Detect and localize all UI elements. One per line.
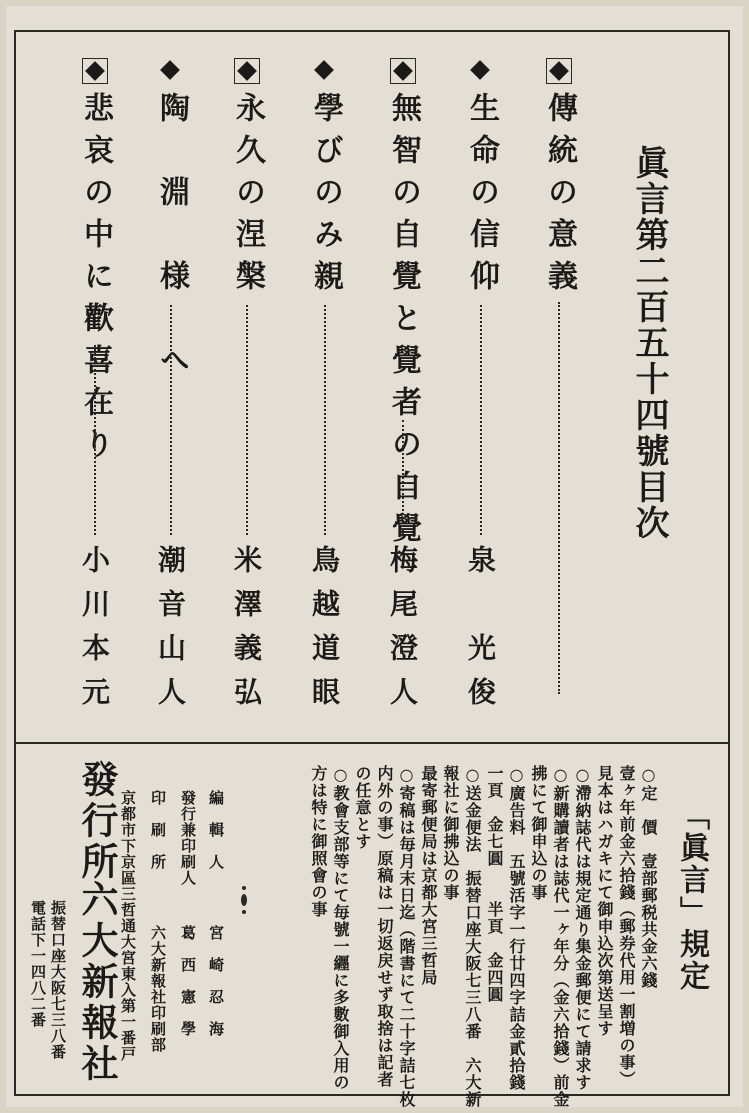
toc-entry-title-column: [464, 58, 499, 302]
printer-name: 六大新報社印刷部: [149, 925, 167, 1053]
toc-entry-title: 無智の自覺と覺者の自覺: [386, 92, 421, 554]
leader-dots: [94, 345, 96, 535]
rule-line: ○送金便法 振替口座大阪七三八番 六大新: [463, 765, 482, 1108]
toc-entry-title-column: [308, 58, 343, 302]
rule-line: 見本はハガキにて御申込次第送呈す: [595, 765, 614, 1037]
rule-line: 最寄郵便局は京都大宮三哲局: [419, 765, 438, 986]
toc-entry-title: 傳統の意義: [542, 92, 577, 302]
leader-dots: [324, 305, 326, 535]
toc-entry-title: 悲哀の中に歡喜在り: [78, 92, 113, 470]
rule-line: ○廣告料 五號活字一行廿四字詰金貳拾錢: [507, 765, 526, 1091]
leader-dots: [402, 420, 404, 535]
address: 京都市下京區三哲通大宮東入第一番戸: [119, 790, 137, 1062]
account-number: 振替口座大阪七三八番: [49, 900, 67, 1060]
toc-entry-title-column: [230, 58, 265, 302]
section-divider: [14, 742, 730, 744]
rule-line: 報社に御拂込の事: [441, 765, 460, 901]
issuer-label: 發行兼印刷人: [179, 790, 197, 886]
toc-entry-author: 梅尾澄人: [386, 545, 419, 721]
toc-entry-title: 陶 淵 様 へ: [154, 92, 189, 386]
printer-label: 印 刷 所: [149, 790, 167, 870]
issuer-name: 葛 西 憲 學: [179, 925, 197, 1037]
leader-dots: [480, 305, 482, 535]
toc-entry-author: 米澤義弘: [230, 545, 263, 721]
toc-entry-title: 永久の涅槃: [230, 92, 265, 302]
rule-line: 壹ヶ年前金六拾錢（郵券代用一割増の事）: [617, 765, 636, 1088]
editor-label: 編 輯 人: [207, 790, 225, 870]
rule-line: ○定 價 壹部郵税共金六錢: [639, 765, 658, 989]
diamond-marker-icon: [468, 58, 494, 84]
editor-name: 宮 崎 忍 海: [207, 925, 225, 1037]
toc-entry-author: 小川本元: [78, 545, 111, 721]
rule-line: ○教會支部等にて毎號一纒に多數御入用の: [331, 765, 350, 1091]
rule-line: 拂にて御申込の事: [529, 765, 548, 901]
rule-line: ○寄稿は毎月末日迄（階書にて二十字詰七枚: [397, 765, 416, 1108]
toc-entry-author: 潮音山人: [154, 545, 187, 721]
toc-entry-title: 生命の信仰: [464, 92, 499, 302]
office-name: 六大新報社: [75, 880, 119, 1085]
toc-entry-author: 泉 光俊: [464, 545, 497, 721]
diamond-marker-icon: [234, 58, 260, 84]
diamond-marker-icon: [546, 58, 572, 84]
phone-number: 電話下一四八二番: [29, 900, 47, 1028]
leader-dots: [170, 305, 172, 535]
diamond-marker-icon: [312, 58, 338, 84]
diamond-marker-icon: [158, 58, 184, 84]
diamond-marker-icon: [82, 58, 108, 84]
leader-dots: [246, 305, 248, 535]
rule-line: 内外の事）原稿は一切返戻せず取捨は記者: [375, 765, 394, 1088]
rule-line: 一頁 金七圓 半頁 金四圓: [485, 765, 504, 1003]
ornament-icon: [240, 885, 248, 915]
rule-line: の任意とす: [353, 765, 372, 850]
leader-dots: [558, 302, 560, 694]
toc-entry-author: 鳥越道眼: [308, 545, 341, 721]
rule-line: 方は特に御照會の事: [309, 765, 328, 918]
rule-line: ○新購讀者は誌代一ヶ年分（金六拾錢）前金: [551, 765, 570, 1108]
toc-entry-title: 學びのみ親: [308, 92, 343, 302]
diamond-marker-icon: [390, 58, 416, 84]
toc-title: 眞言第二百五十四號目次: [629, 145, 669, 541]
toc-entry-title-column: [542, 58, 577, 302]
rules-title: 「眞言」規定: [674, 800, 709, 992]
office-label: 發行所: [75, 760, 119, 883]
rule-line: ○滯納誌代は規定通り集金郵便にて請求す: [573, 765, 592, 1091]
